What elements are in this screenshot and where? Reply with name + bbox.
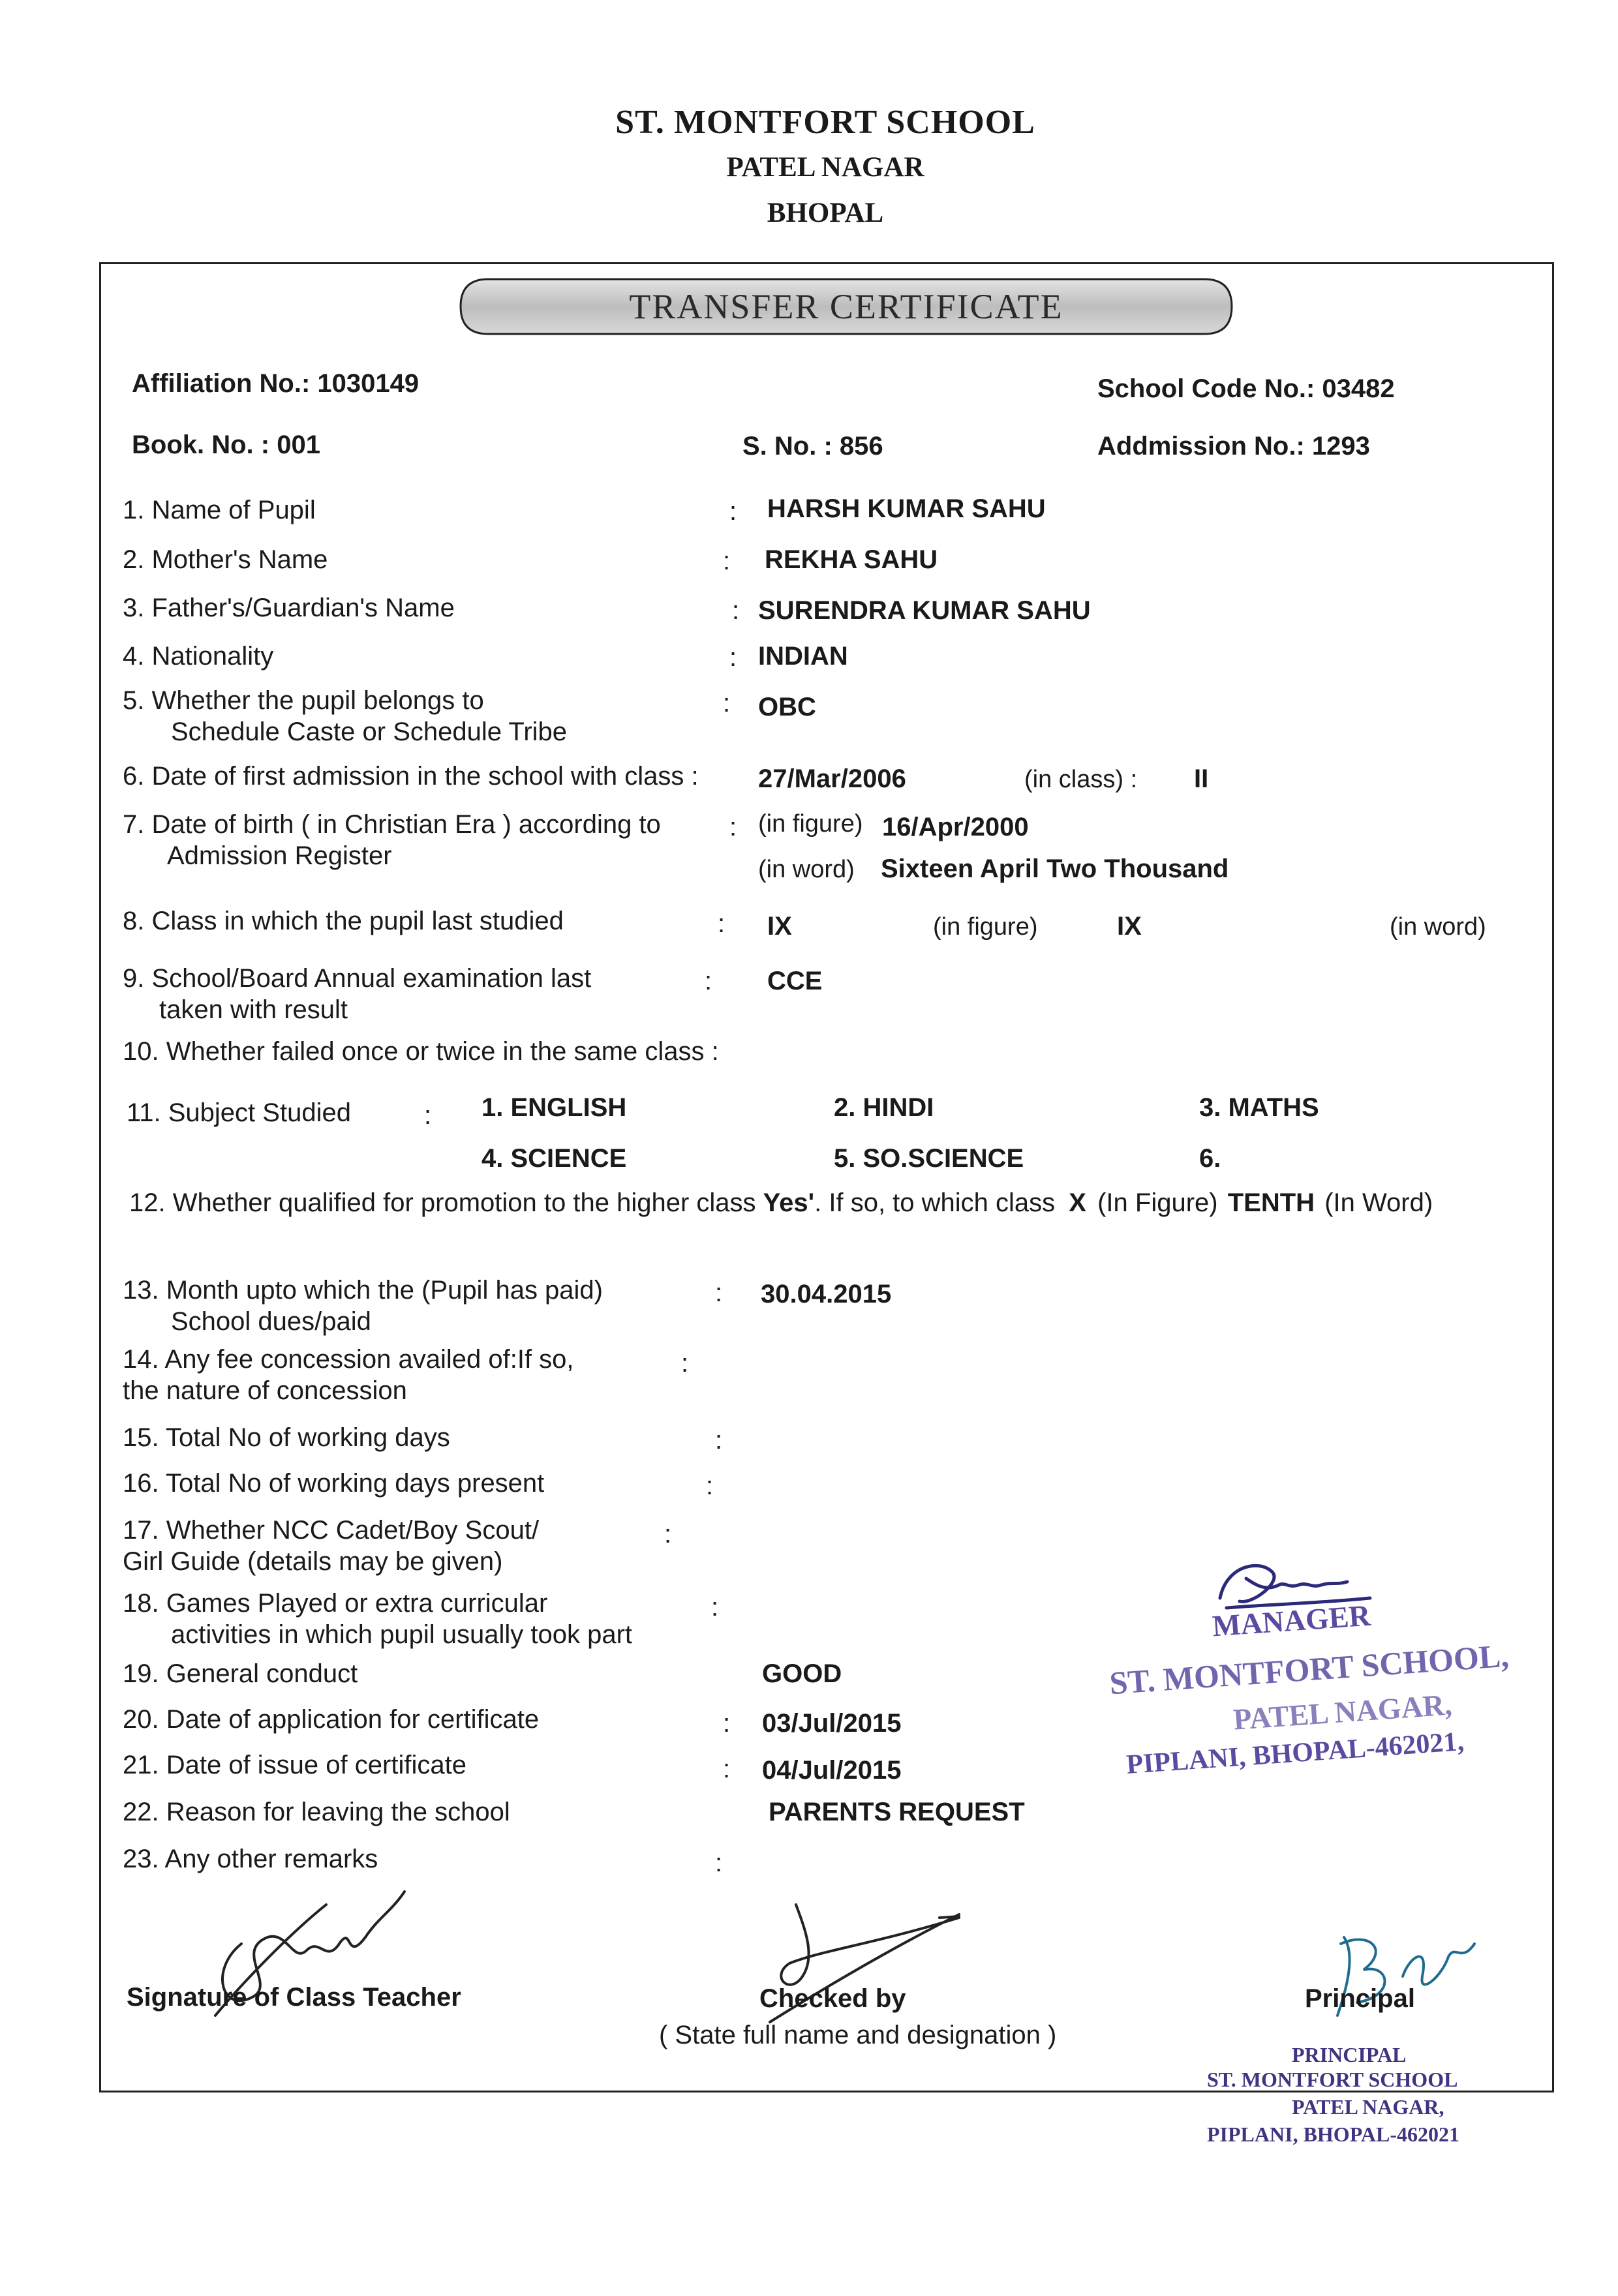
colon: :	[729, 643, 737, 672]
certificate-title: TRANSFER CERTIFICATE	[629, 287, 1063, 326]
field-dob-label-2: Admission Register	[167, 841, 392, 870]
colon: :	[715, 1426, 723, 1455]
field-exam-label: 9. School/Board Annual examination last	[123, 964, 592, 993]
field-father-value: SURENDRA KUMAR SAHU	[758, 596, 1091, 625]
affiliation-no: Affiliation No.: 1030149	[132, 369, 420, 398]
field-caste-value: OBC	[758, 693, 816, 721]
promotion-word-label: (In Word)	[1324, 1188, 1433, 1217]
colon: :	[664, 1520, 672, 1548]
field-last-class-figure-label: (in figure)	[933, 913, 1038, 941]
field-games-label-2: activities in which pupil usually took part	[171, 1620, 633, 1649]
colon: :	[729, 497, 737, 526]
field-dob-label: 7. Date of birth ( in Christian Era ) according to	[123, 810, 661, 839]
field-games-label: 18. Games Played or extra curricular	[123, 1589, 548, 1618]
school-city: BHOPAL	[767, 198, 884, 228]
field-application-date-label: 20. Date of application for certificate	[123, 1705, 540, 1734]
subject-item: 2. HINDI	[834, 1093, 934, 1122]
colon: :	[723, 1709, 731, 1738]
field-dob-figure-value: 16/Apr/2000	[882, 813, 1029, 841]
subject-item: 3. MATHS	[1199, 1093, 1319, 1122]
book-no: Book. No. : 001	[132, 430, 320, 459]
field-subjects-label: 11. Subject Studied	[127, 1098, 351, 1127]
colon: :	[706, 1472, 714, 1500]
promotion-class-figure: X	[1069, 1188, 1086, 1217]
checked-by-signature	[744, 1892, 972, 2035]
field-issue-date-label: 21. Date of issue of certificate	[123, 1751, 466, 1779]
serial-no: S. No. : 856	[742, 432, 883, 461]
field-admission-date: 27/Mar/2006	[758, 764, 906, 793]
colon: :	[718, 909, 725, 938]
field-ncc-label-2: Girl Guide (details may be given)	[123, 1547, 503, 1576]
school-locality: PATEL NAGAR	[726, 152, 924, 183]
admission-no: Addmission No.: 1293	[1097, 432, 1370, 461]
field-dues-label: 13. Month upto which the (Pupil has paid)	[123, 1276, 603, 1305]
manager-stamp-school: ST. MONTFORT SCHOOL,	[1108, 1637, 1510, 1702]
field-days-present-label: 16. Total No of working days present	[123, 1469, 545, 1498]
colon: :	[681, 1349, 689, 1378]
colon: :	[705, 967, 712, 995]
checked-by-note: ( State full name and designation )	[659, 2021, 1057, 2049]
colon: :	[715, 1278, 723, 1307]
field-mother-label: 2. Mother's Name	[123, 545, 328, 574]
manager-stamp-locality: PATEL NAGAR,	[1232, 1687, 1454, 1736]
field-concession-label: 14. Any fee concession availed of:If so,	[123, 1345, 574, 1374]
principal-label: Principal	[1305, 1984, 1415, 2013]
school-name: ST. MONTFORT SCHOOL	[615, 104, 1035, 141]
field-conduct-value: GOOD	[762, 1659, 842, 1688]
field-last-class-value: IX	[767, 912, 792, 941]
field-concession-label-2: the nature of concession	[123, 1376, 407, 1405]
field-admission-class-value: II	[1194, 764, 1209, 793]
field-reason-value: PARENTS REQUEST	[769, 1798, 1025, 1826]
field-ncc-label: 17. Whether NCC Cadet/Boy Scout/	[123, 1516, 540, 1545]
field-dob-figure-label: (in figure)	[758, 810, 863, 838]
field-exam-label-2: taken with result	[159, 995, 348, 1024]
promotion-text-2: . If so, to which class	[814, 1188, 1056, 1217]
field-caste-label: 5. Whether the pupil belongs to	[123, 686, 484, 715]
field-remarks-label: 23. Any other remarks	[123, 1845, 378, 1873]
field-last-class-label: 8. Class in which the pupil last studied	[123, 907, 564, 935]
school-code-no: School Code No.: 03482	[1097, 374, 1395, 403]
field-application-date-value: 03/Jul/2015	[762, 1709, 902, 1738]
promotion-yes: Yes'	[763, 1188, 815, 1217]
subject-item: 1. ENGLISH	[481, 1093, 627, 1122]
principal-stamp-locality: PATEL NAGAR,	[1292, 2095, 1444, 2119]
colon: :	[424, 1101, 432, 1130]
field-dob-word-value: Sixteen April Two Thousand	[881, 854, 1229, 883]
manager-stamp-title: MANAGER	[1211, 1598, 1372, 1643]
field-caste-label-2: Schedule Caste or Schedule Tribe	[171, 718, 568, 746]
subject-item: 6.	[1199, 1144, 1221, 1173]
field-mother-value: REKHA SAHU	[765, 545, 938, 574]
field-failed-label: 10. Whether failed once or twice in the same class :	[123, 1037, 719, 1066]
promotion-text: 12. Whether qualified for promotion to the higher class	[129, 1188, 756, 1217]
field-last-class-word-value: IX	[1117, 912, 1142, 941]
principal-stamp-title: PRINCIPAL	[1292, 2043, 1407, 2066]
field-dob-word-label: (in word)	[758, 856, 855, 883]
field-promotion	[129, 1188, 1433, 1218]
manager-stamp-address: PIPLANI, BHOPAL-462021,	[1125, 1726, 1465, 1781]
colon: :	[729, 813, 737, 841]
subject-item: 5. SO.SCIENCE	[834, 1144, 1024, 1173]
field-nationality-label: 4. Nationality	[123, 642, 274, 671]
field-dues-label-2: School dues/paid	[171, 1307, 371, 1336]
colon: :	[723, 547, 731, 575]
class-teacher-signature-label: Signature of Class Teacher	[127, 1983, 461, 2012]
colon: :	[723, 689, 731, 718]
field-father-label: 3. Father's/Guardian's Name	[123, 594, 455, 622]
principal-stamp-school: ST. MONTFORT SCHOOL	[1207, 2068, 1458, 2091]
field-conduct-label: 19. General conduct	[123, 1659, 358, 1688]
field-last-class-word-label: (in word)	[1390, 913, 1486, 941]
colon: :	[732, 596, 740, 625]
field-name-value: HARSH KUMAR SAHU	[767, 494, 1046, 523]
principal-stamp-address: PIPLANI, BHOPAL-462021	[1207, 2122, 1459, 2146]
field-nationality-value: INDIAN	[758, 642, 848, 671]
field-name-label: 1. Name of Pupil	[123, 496, 316, 524]
promotion-class-word: TENTH	[1227, 1188, 1315, 1217]
colon: :	[723, 1755, 731, 1783]
field-dues-value: 30.04.2015	[761, 1280, 892, 1308]
field-admission-label: 6. Date of first admission in the school with class :	[123, 762, 699, 791]
subject-item: 4. SCIENCE	[481, 1144, 627, 1173]
field-reason-label: 22. Reason for leaving the school	[123, 1798, 510, 1826]
field-admission-class-label: (in class) :	[1024, 766, 1138, 793]
field-issue-date-value: 04/Jul/2015	[762, 1756, 902, 1785]
field-working-days-label: 15. Total No of working days	[123, 1423, 450, 1452]
promotion-figure-label: (In Figure)	[1097, 1188, 1218, 1217]
field-exam-value: CCE	[767, 967, 823, 995]
colon: :	[711, 1593, 719, 1622]
colon: :	[715, 1849, 723, 1877]
checked-by-label: Checked by	[759, 1984, 906, 2013]
